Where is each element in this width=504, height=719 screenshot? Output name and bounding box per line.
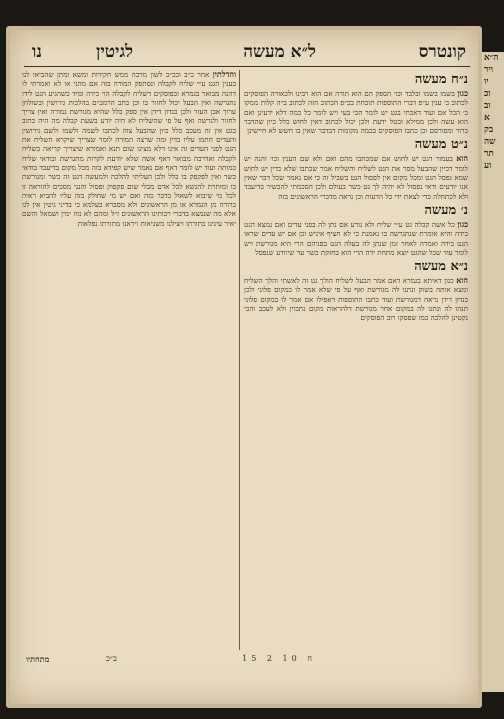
section-body: כל אשה קבלה גט ע״י שליח ולא נודע אם נתן לה בפני עדים ואם נמצא הגט בידה והיא אומרת שנתגרשה בו נאמנת כי לא חציף איניש וכן אם יש עדים שראו הגט בידה ואמרה לאחר זמן שנתן לה בעלה הגט בפניהם הרי היא מגורשת ויש לומר עוד שכל שהגט יוצא מתחת ידה הרי הוא בחזקת כשר עד שיוודע שנפסל bbox=[244, 219, 468, 257]
lead-word: כגון bbox=[457, 88, 468, 98]
section-body: כגון דאיתא בגמרא דאם אמר הבעל לשליח הולך גט זה לאשתי והלך השליח ומצא אותה בשוק ונתנו לה מגורשת ואף על פי שלא אמר לו במקום פלוני ולכן בנדון דידן נראה דמגורשת ועוד כתבו התוספות דאפילו אם אמר לו במקום פלוני תנהו לה ונתנו לה במקום אחר מגורשת דלהראות מקום נתכוין ולא לעכב והכי נקטינן להלכה כמו שפסקו רוב הפוסקים bbox=[244, 276, 468, 323]
running-header bbox=[26, 42, 466, 64]
section-body: בעמור דגט יש לחוש אם שמכתבו מהם ואם ולא שם הענין וכו׳ והנה יש לומר דכיון שהבעל מסר את הגט לשליח והשליח אמר שכתבו שלא כדין יש לחוש שמא נפסל הגט ומכל מקום אין לפסול הגט בשביל זה כי אם נאמר שכל דבר שאין אנו יודעים ודאי נפסול לא יהיה לך גט כשר בעולם ולכן הסכמתי להכשיר בדיעבד ולא לכתחלה כדי לצאת ידי כל הדעות וכן נראה מדברי הראשונים בזה bbox=[244, 154, 468, 201]
header-rule bbox=[24, 66, 470, 67]
lead-word: והדלתין bbox=[212, 70, 236, 79]
adjacent-page-fragment: שה bbox=[484, 137, 496, 147]
section-body: בשמו בשמו ובלבד וכו׳ הספק הם הוא תורה אם הוא רבינו ולכאורה הפוסקים לכתוב ב׳ ענין ע״פ דברי התוספות תוכחת בכ״פ הכתוב הזה לכתוב ב״ה קלות ממקו ב׳ הכל אם ועוד דאכתי בגט יש לומר הכי בעי ויש לומר כל כמה דלא ידעינן ואם הוא עשה ולכן ממילא ובטל ידעת ולכן יכול לכתוב דאין לחוש כלל כיון שהדבר ברור ומפורסם וכן כתבו הפוסקים בכמה מקומות דבדבר שאין בו חשש לא חיישינן bbox=[244, 89, 468, 136]
adjacent-page-fragment: בק bbox=[484, 125, 494, 135]
section-heading: נ׳ מעשה bbox=[424, 202, 468, 218]
header-title: קונטרס bbox=[418, 42, 466, 62]
gathering-signature: ב״כ bbox=[106, 654, 117, 663]
lead-word: הוא bbox=[456, 275, 468, 286]
section-body: אחר כ״ב ובכ״ב לשון מרבה ממש חקירות ומשא ומתן שהביאו לנו בענין הגט ע״י שליח לקבלה ונסתפק המורה בזה אם מהני או לא ואמרתי לו דהנה מבואר בגמרא ובפוסקים דשליח לקבלה הוי כידה ומיד כשהגיע הגט לידו נתגרשה ואין הבעל יכול לחזור בו וכן כתב הרמב״ם בהלכות גירושין ובשולחן ערוך אבן העזר ולכן בנדון דידן אין ספק כלל שהיא מגורשת גמורה ואין צריך לחזור ולגרשה ואף על פי שהשליח לא היה יודע בשעת קבלה מה היה כתוב בגט אין זה מעכב כלל כיון שהבעל צוה לכתבו לשמה ולשמו ולשם גירושין והעדים חתמו עליו כדין ומה שרצה המורה לומר שצריך שיקרא השליח את הגט לפני העדים זה אינו דלא מצינו שום תנא ואמורא שיצריך קריאה בשליח לקבלה ואדרבה מבואר דאף אשה שלא יודעת לקרות מתגרשת ובודאי שליח כמותה ועוד יש לומר דאף אם נאמר שיש קפידא בזה מכל מקום בדיעבד בודאי כשר ואין לפקפק בו כלל ולכן העליתי להלכה ולמעשה דגט זה כשר ומגורשת בו ומותרת להנשא לכל אדם מבלי שום פקפוק ופסול והנני מסכים להוראה זו לכל מי שיבוא לשאול בדבר כזה ואם יש מי שחולק בזה עליו להביא ראיה ברורה מן הגמרא או מן הראשונים ולא מסברא בעלמא כי בדיני גיטין אין לנו אלא מה שנמצא בדברי רבותינו הראשונים ז״ל ומהם לא נזוז ימין ושמאל והשם יאיר עינינו בתורתו ויצילנו משגיאות ויראנו מתורתו נפלאות bbox=[22, 70, 236, 228]
folio-number: נו bbox=[32, 42, 42, 62]
header-subtitle: לגיטין bbox=[96, 42, 134, 62]
page-footer bbox=[26, 654, 466, 668]
lead-word: כגון bbox=[457, 218, 468, 229]
adjacent-page-fragment: ה״א bbox=[484, 53, 499, 63]
adjacent-page-fragment: וב bbox=[484, 101, 491, 111]
text-column-right bbox=[244, 70, 468, 650]
adjacent-page-fragment: יו bbox=[484, 77, 489, 87]
adjacent-page-fragment: ויר bbox=[484, 65, 494, 75]
adjacent-page-strip bbox=[482, 52, 504, 692]
text-column-left bbox=[22, 70, 236, 650]
catchword: מתחתיו bbox=[26, 654, 50, 664]
adjacent-page-fragment: תר bbox=[484, 149, 494, 159]
lead-word: הוא bbox=[456, 153, 468, 164]
adjacent-page-fragment: א bbox=[484, 113, 490, 123]
column-divider bbox=[239, 70, 240, 650]
section-heading: נ״ח מעשה bbox=[414, 72, 468, 87]
header-section-label: ל״א מעשה bbox=[243, 42, 316, 62]
section-heading: נ״ט מעשה bbox=[414, 137, 468, 153]
adjacent-page-fragment: וע bbox=[484, 161, 492, 171]
signature-marks: 15 2 ח 10 bbox=[242, 654, 316, 663]
adjacent-page-fragment: וכ bbox=[484, 89, 491, 99]
section-heading: נ״א מעשה bbox=[414, 259, 468, 275]
